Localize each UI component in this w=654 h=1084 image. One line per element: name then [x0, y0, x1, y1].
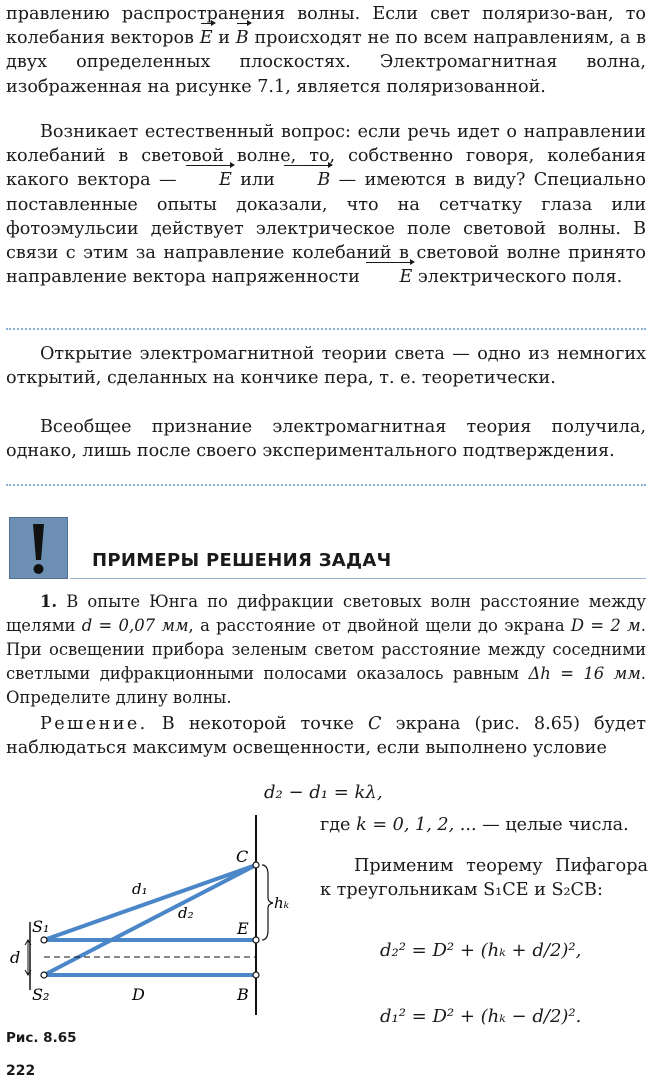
solution-label: Решение. [40, 714, 148, 734]
point-b-marker [253, 972, 259, 978]
label-d: d [10, 948, 21, 967]
text-run: . Определите длину волны. [6, 664, 647, 707]
text-run: . При освещении прибора зеленым светом расстояние между соседними светлыми дифракционными полосами оказалось равным [6, 616, 646, 683]
divider-top [6, 328, 646, 330]
figure-caption: Рис. 8.65 [6, 1030, 77, 1046]
point-c-marker [253, 862, 259, 868]
text-run: — целые числа. [476, 815, 629, 835]
text-run: В некоторой точке [147, 714, 369, 734]
formula-d2: d₂² = D² + (hₖ + d/2)², [380, 940, 582, 961]
where-text [320, 813, 648, 837]
text-run: электрического поля. [412, 267, 623, 288]
note-paragraph-1: Открытие электромагнитной теории света — одно из немногих открытий, сделанных на кончике пера, т. е. теоретически. [6, 344, 646, 389]
section-title: ПРИМЕРЫ РЕШЕНИЯ ЗАДАЧ [92, 550, 392, 571]
note-paragraph-2: Всеобщее признание электромагнитная теория получила, однако, лишь после своего экспериментального подтверждения. [6, 417, 646, 462]
solution-paragraph [6, 712, 646, 760]
text-run: , а расстояние от двойной щели до экрана [188, 616, 571, 635]
heading-underline [70, 578, 646, 579]
ray-d2 [44, 865, 256, 975]
vector-e: E [185, 168, 232, 192]
divider-bottom [6, 484, 646, 486]
ray-d1 [44, 865, 256, 940]
text-run: экрана (рис. 8.65) будет наблюдаться максимум освещенности, если выполнено условие [6, 714, 646, 759]
label-s1: S₁ [32, 917, 50, 936]
intro-paragraph-2 [6, 120, 646, 289]
k-values: k = 0, 1, 2, ... [356, 815, 477, 835]
intro-paragraph-1 [6, 2, 646, 99]
label-D: D [132, 985, 145, 1004]
text-run: Возникает естественный вопрос: если речь идет о направлении колебаний в световой волне, то, собственно говоря, колебания какого вектора — [6, 122, 646, 191]
hk-brace [262, 865, 273, 940]
text-run: или [231, 170, 284, 191]
value-d: d = 0,07 мм [81, 616, 189, 635]
text-run: — имеются в виду? Специально поставленные опыты доказали, что на сетчатку глаза или фотоэмульсии действует электрическое поле световой волны. В связи с этим за направление колебаний в световой волне принято направление вектора напряженности [6, 170, 646, 288]
label-d2: d₂ [178, 904, 194, 922]
label-e: E [237, 919, 249, 938]
condition-formula: d₂ − d₁ = kλ, [264, 782, 383, 803]
pythagoras-text: Применим теорему Пифагора к треугольникам S₁CE и S₂CB: [320, 856, 648, 901]
label-s2: S₂ [32, 985, 50, 1004]
label-c: C [236, 847, 249, 866]
text-run: В опыте Юнга по дифракции световых волн расстояние между щелями [6, 592, 646, 635]
point-e-marker [253, 937, 259, 943]
slit-s1 [41, 937, 47, 943]
vector-e: E [365, 265, 412, 289]
text-run: где [320, 815, 357, 835]
vector-b: B [283, 168, 330, 192]
text-run: правлению распространения волны. Если свет поляризо-ван, то колебания векторов [6, 4, 646, 49]
label-hk: hₖ [274, 894, 290, 912]
point-c: C [368, 714, 382, 734]
vector-e: E [200, 26, 213, 50]
value-D: D = 2 м [570, 616, 641, 635]
slit-s2 [41, 972, 47, 978]
label-b: B [237, 985, 249, 1004]
text-run: происходят не по всем направлениям, а в двух определенных плоскостях. Электромагнитная волна, изображенная на рисунке 7.1, является поляризованной. [6, 28, 646, 97]
young-experiment-figure [0, 810, 300, 1030]
exclamation-icon [9, 517, 68, 579]
vector-b: B [236, 26, 249, 50]
page-number: 222 [6, 1063, 36, 1079]
label-d1: d₁ [132, 880, 148, 898]
formula-d1: d₁² = D² + (hₖ − d/2)². [380, 1006, 582, 1027]
value-dh: Δh = 16 мм [528, 664, 641, 683]
problem-number: 1. [40, 592, 58, 611]
problem-1 [6, 590, 646, 710]
text-run: и [212, 28, 236, 49]
